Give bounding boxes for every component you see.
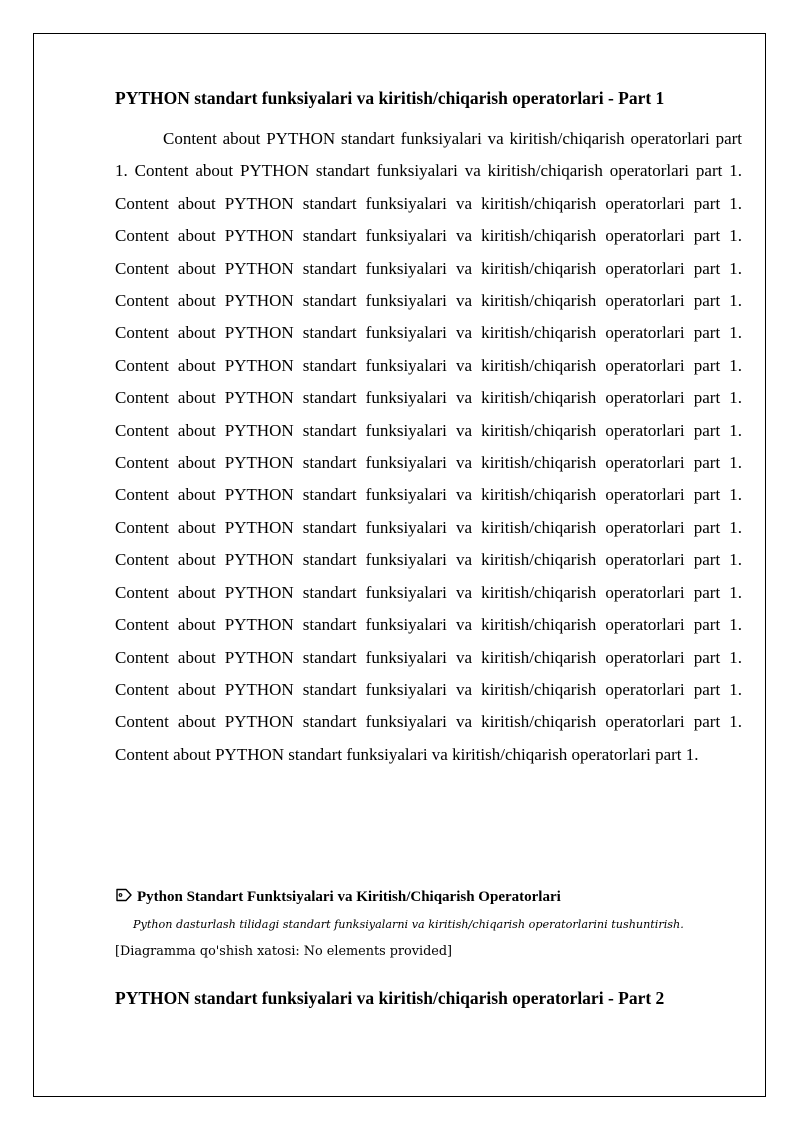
diagram-error-message: [Diagramma qo'shish xatosi: No elements provided]: [115, 944, 453, 959]
diagram-subtitle: Python dasturlash tilidagi standart funksiyalarni va kiritish/chiqarish operatorlarini tushuntirish.: [133, 918, 684, 931]
tag-icon: [115, 888, 133, 902]
section-2-heading: PYTHON standart funksiyalari va kiritish/chiqarish operatorlari - Part 2: [115, 988, 665, 1008]
diagram-title: [115, 888, 742, 906]
section-1-paragraph: Content about PYTHON standart funksiyalari va kiritish/chiqarish operatorlari part 1. Content about PYTHON standart funksiyalari va kiritish/chiqarish operatorlari part 1. Content about PYTHON standart funksiyalari va kiritish/chiqarish operatorlari part 1. Content about PYTHON standart funksiyalari va kiritish/chiqarish operatorlari part 1. Content about PYTHON standart funksiyalari va kiritish/chiqarish operatorlari part 1. Content about PYTHON standart funksiyalari va kiritish/chiqarish operatorlari part 1. Content about PYTHON standart funksiyalari va kiritish/chiqarish operatorlari part 1. Content about PYTHON standart funksiyalari va kiritish/chiqarish operatorlari part 1. Content about PYTHON standart funksiyalari va kiritish/chiqarish operatorlari part 1. Content about PYTHON standart funksiyalari va kiritish/chiqarish operatorlari part 1. Content about PYTHON standart funksiyalari va kiritish/chiqarish operatorlari part 1. Content about PYTHON standart funksiyalari va kiritish/chiqarish operatorlari part 1. Content about PYTHON standart funksiyalari va kiritish/chiqarish operatorlari part 1. Content about PYTHON standart funksiyalari va kiritish/chiqarish operatorlari part 1. Content about PYTHON standart funksiyalari va kiritish/chiqarish operatorlari part 1. Content about PYTHON standart funksiyalari va kiritish/chiqarish operatorlari part 1. Content about PYTHON standart funksiyalari va kiritish/chiqarish operatorlari part 1. Content about PYTHON standart funksiyalari va kiritish/chiqarish operatorlari part 1. Content about PYTHON standart funksiyalari va kiritish/chiqarish operatorlari part 1. Content about PYTHON standart funksiyalari va kiritish/chiqarish operatorlari part 1.: [115, 129, 742, 764]
diagram-title-text: Python Standart Funktsiyalari va Kiritish/Chiqarish Operatorlari: [137, 889, 561, 905]
section-1-heading: PYTHON standart funksiyalari va kiritish/chiqarish operatorlari - Part 1: [115, 88, 665, 108]
